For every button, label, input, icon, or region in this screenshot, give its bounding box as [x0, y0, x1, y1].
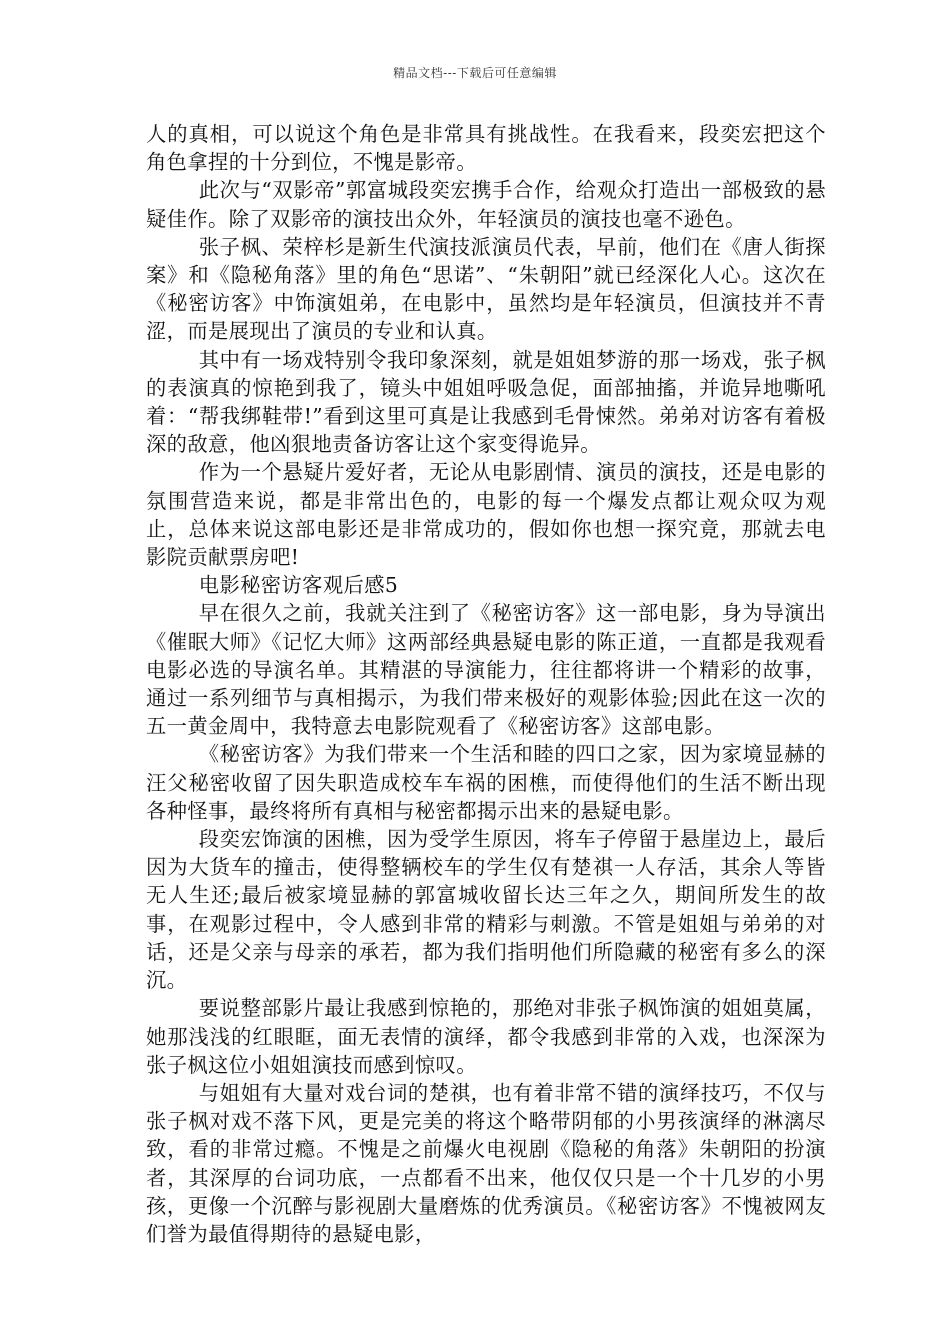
paragraph: 此次与“双影帝”郭富城段奕宏携手合作，给观众打造出一部极致的悬疑佳作。除了双影帝的演技出众外，年轻演员的演技也毫不逊色。 [146, 178, 826, 231]
paragraph: 要说整部影片最让我感到惊艳的，那绝对非张子枫饰演的姐姐莫属，她那浅浅的红眼眶，面无表情的演绎，都令我感到非常的入戏，也深深为张子枫这位小姐姐演技而感到惊叹。 [146, 996, 826, 1077]
paragraph: 其中有一场戏特别令我印象深刻，就是姐姐梦游的那一场戏，张子枫的表演真的惊艳到我了，镜头中姐姐呼吸急促，面部抽搐，并诡异地嘶吼着：“帮我绑鞋带!”看到这里可真是让我感到毛骨悚然。弟弟对访客有着极深的敌意，他凶狠地责备访客让这个家变得诡异。 [146, 347, 826, 457]
paragraph: 早在很久之前，我就关注到了《秘密访客》这一部电影，身为导演出《催眠大师》《记忆大师》这两部经典悬疑电影的陈正道，一直都是我观看电影必选的导演名单。其精湛的导演能力，往往都将讲一个精彩的故事，通过一系列细节与真相揭示，为我们带来极好的观影体验;因此在这一次的五一黄金周中，我特意去电影院观看了《秘密访客》这部电影。 [146, 601, 826, 739]
paragraph: 张子枫、荣梓杉是新生代演技派演员代表，早前，他们在《唐人街探案》和《隐秘角落》里的角色“思诺”、“朱朝阳”就已经深化人心。这次在《秘密访客》中饰演姐弟，在电影中，虽然均是年轻演员，但演技并不青涩，而是展现出了演员的专业和认真。 [146, 234, 826, 344]
paragraph: 段奕宏饰演的困樵，因为受学生原因，将车子停留于悬崖边上，最后因为大货车的撞击，使得整辆校车的学生仅有楚祺一人存活，其余人等皆无人生还;最后被家境显赫的郭富城收留长达三年之久，期间所发生的故事，在观影过程中，令人感到非常的精彩与刺激。不管是姐姐与弟弟的对话，还是父亲与母亲的承若，都为我们指明他们所隐藏的秘密有多么的深沉。 [146, 827, 826, 993]
section-heading: 电影秘密访客观后感5 [198, 573, 399, 598]
paragraph: 与姐姐有大量对戏台词的楚祺，也有着非常不错的演绎技巧，不仅与张子枫对戏不落下风，更是完美的将这个略带阴郁的小男孩演绎的淋漓尽致，看的非常过瘾。不愧是之前爆火电视剧《隐秘的角落》朱朝阳的扮演者，其深厚的台词功底，一点都看不出来，他仅仅只是一个十几岁的小男孩，更像一个沉醉与影视剧大量磨炼的优秀演员。《秘密访客》不愧被网友们誉为最值得期待的悬疑电影， [146, 1080, 826, 1246]
paragraph: 《秘密访客》为我们带来一个生活和睦的四口之家，因为家境显赫的汪父秘密收留了因失职造成校车车祸的困樵，而使得他们的生活不断出现各种怪事，最终将所有真相与秘密都揭示出来的悬疑电影。 [146, 742, 826, 823]
paragraph: 人的真相，可以说这个角色是非常具有挑战性。在我看来，段奕宏把这个角色拿捏的十分到位，不愧是影帝。 [146, 122, 826, 175]
paragraph: 作为一个悬疑片爱好者，无论从电影剧情、演员的演技，还是电影的氛围营造来说，都是非常出色的，电影的每一个爆发点都让观众叹为观止，总体来说这部电影还是非常成功的，假如你也想一探究竟，那就去电影院贡献票房吧! [146, 460, 826, 570]
page-header: 精品文档---下载后可任意编辑 [393, 66, 557, 80]
document-body [146, 120, 826, 1248]
